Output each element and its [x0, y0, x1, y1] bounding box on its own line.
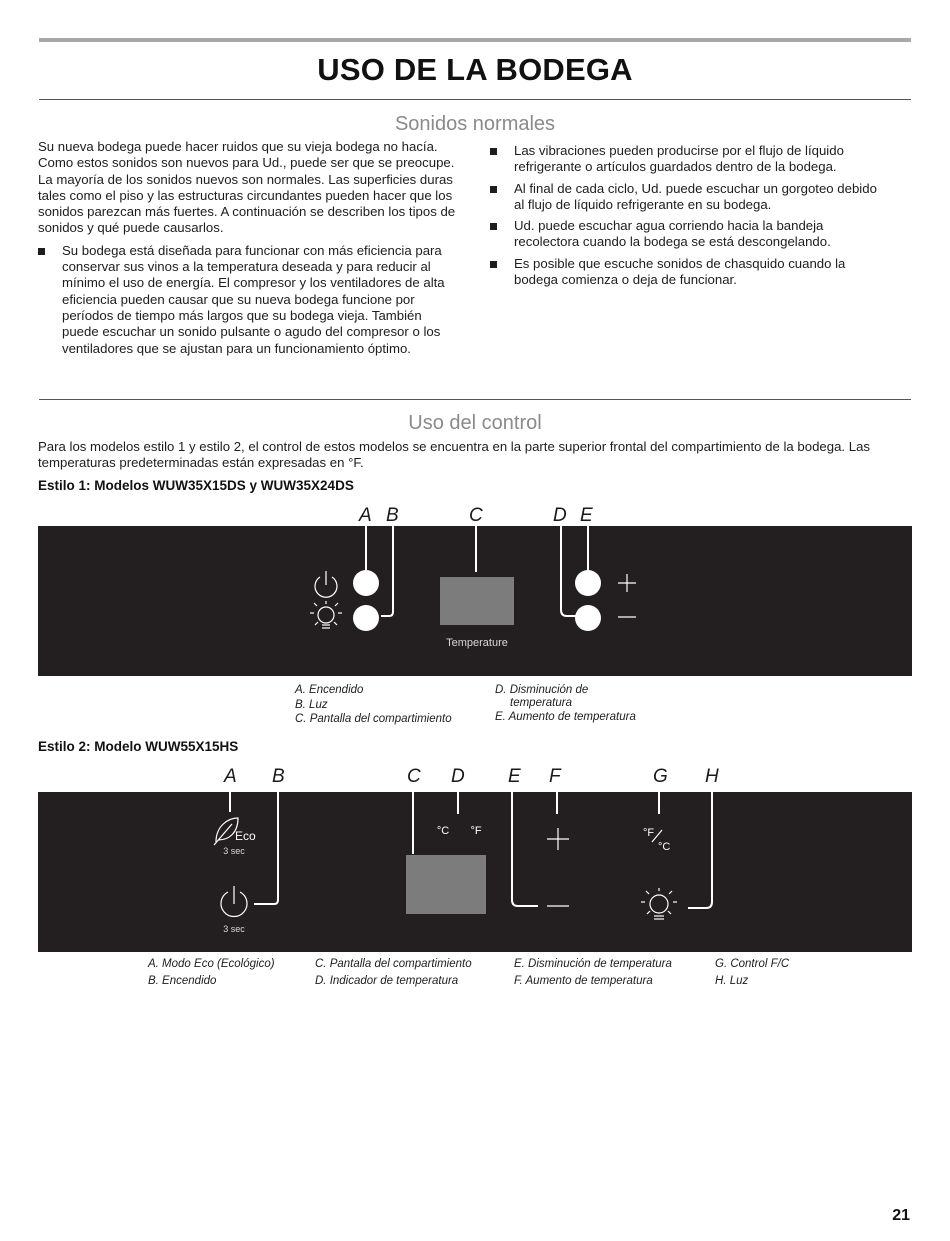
style1-captions-col1 [295, 683, 452, 727]
celsius-indicator: °C [436, 825, 450, 837]
title-divider [39, 99, 911, 100]
callout-letter-c: C [469, 505, 483, 526]
callout-letter-b: B [386, 505, 399, 526]
style2-control-panel [38, 792, 912, 952]
caption-h: H. Luz [715, 974, 749, 987]
style2-heading: Estilo 2: Modelo WUW55X15HS [38, 739, 239, 754]
light-button[interactable] [353, 605, 379, 631]
style1-captions-col2 [495, 683, 636, 725]
power-hold-label: 3 sec [223, 924, 245, 934]
caption-c: C. Pantalla del compartimiento [315, 958, 472, 970]
list-item: Ud. puede escuchar agua corriendo hacia la bandeja recolectora cuando la bodega se está descongelando. [490, 218, 890, 251]
power-button[interactable] [353, 570, 379, 596]
caption-a: A. Modo Eco (Ecológico) [148, 958, 275, 970]
sounds-intro: Su nueva bodega puede hacer ruidos que su vieja bodega no hacía. Como estos sonidos son nuevos para Ud., puede ser que se preocupe. La mayoría de los sonidos nuevos son normales. Las superficies duras tales como el piso y las estructuras circundantes pueden hacer que los sonidos parezcan más fuertes. A continuación se describen los tipos de sonidos y qué puede causarlos. [38, 139, 456, 236]
callout-letter-g: G [653, 766, 668, 787]
caption-c: C. Pantalla del compartimiento [295, 713, 452, 725]
caption-g: G. Control F/C [715, 958, 790, 970]
sounds-divider [39, 399, 911, 400]
callout-letter-b: B [272, 766, 285, 787]
fahrenheit-indicator: °F [470, 825, 482, 837]
callout-letter-a: A [224, 766, 237, 787]
sounds-bullets-right [490, 143, 890, 288]
style2-captions-col1 [148, 957, 275, 988]
sounds-bullets-left [38, 243, 458, 357]
caption-b: B. Encendido [148, 974, 217, 987]
caption-d-cont: temperatura [510, 696, 573, 709]
eco-label: Eco [235, 829, 256, 843]
control-heading: Uso del control [408, 412, 542, 434]
eco-hold-label: 3 sec [223, 846, 245, 856]
list-item: Es posible que escuche sonidos de chasquido cuando la bodega comienza o deja de funcionar. [490, 256, 890, 289]
caption-e: E. Disminución de temperatura [514, 958, 672, 970]
style1-control-panel [38, 526, 912, 676]
fc-c-label: °C [658, 841, 671, 853]
top-rule [39, 38, 911, 42]
style2-captions-col2 [315, 957, 472, 988]
callout-letter-d: D [553, 505, 567, 526]
caption-f: F. Aumento de temperatura [514, 974, 653, 987]
style1-heading: Estilo 1: Modelos WUW35X15DS y WUW35X24DS [38, 478, 354, 493]
list-item: Su bodega está diseñada para funcionar con más eficiencia para conservar sus vinos a la temperatura deseada y para reducir al mínimo el uso de energía. El compresor y los ventiladores de alta eficiencia pueden causar que su nueva bodega funcione por períodos de tiempo más largos que su bodega vieja. También puede escuchar un sonido pulsante o agudo del compresor o los ventiladores que se ajustan para un funcionamiento óptimo. [38, 243, 458, 357]
sounds-left-column [38, 139, 458, 362]
control-intro: Para los modelos estilo 1 y estilo 2, el control de estos modelos se encuentra en la parte superior frontal del compartimiento de la bodega. Las temperaturas predeterminadas están expresadas en °F. [38, 439, 871, 471]
caption-d: D. Indicador de temperatura [315, 974, 459, 987]
sounds-heading: Sonidos normales [394, 113, 556, 135]
page-title: USO DE LA BODEGA [317, 52, 633, 87]
style2-captions-col3 [514, 957, 672, 988]
temperature-display [440, 577, 514, 625]
callout-letter-f: F [549, 766, 561, 787]
temp-increase-button[interactable] [575, 570, 601, 596]
sounds-right-column [490, 143, 890, 293]
display-label: Temperature [446, 637, 508, 649]
callout-letter-h: H [705, 766, 719, 787]
caption-e: E. Aumento de temperatura [495, 711, 636, 723]
list-item: Al final de cada ciclo, Ud. puede escuchar un gorgoteo debido al flujo de líquido refrigerante en su bodega. [490, 181, 890, 214]
callout-letter-d: D [451, 766, 465, 787]
temperature-display [406, 855, 486, 914]
callout-letter-e: E [508, 766, 521, 787]
callout-letter-c: C [407, 766, 421, 787]
caption-b: B. Luz [295, 698, 328, 711]
style2-captions-col4 [715, 957, 789, 988]
page-number: 21 [892, 1207, 910, 1224]
callout-letter-e: E [580, 505, 593, 526]
list-item: Las vibraciones pueden producirse por el flujo de líquido refrigerante o artículos guardados dentro de la bodega. [490, 143, 890, 176]
caption-a: A. Encendido [295, 684, 364, 696]
fc-f-label: °F [643, 827, 655, 839]
temp-decrease-button[interactable] [575, 605, 601, 631]
caption-d: D. Disminución de [495, 684, 589, 696]
callout-letter-a: A [359, 505, 372, 526]
